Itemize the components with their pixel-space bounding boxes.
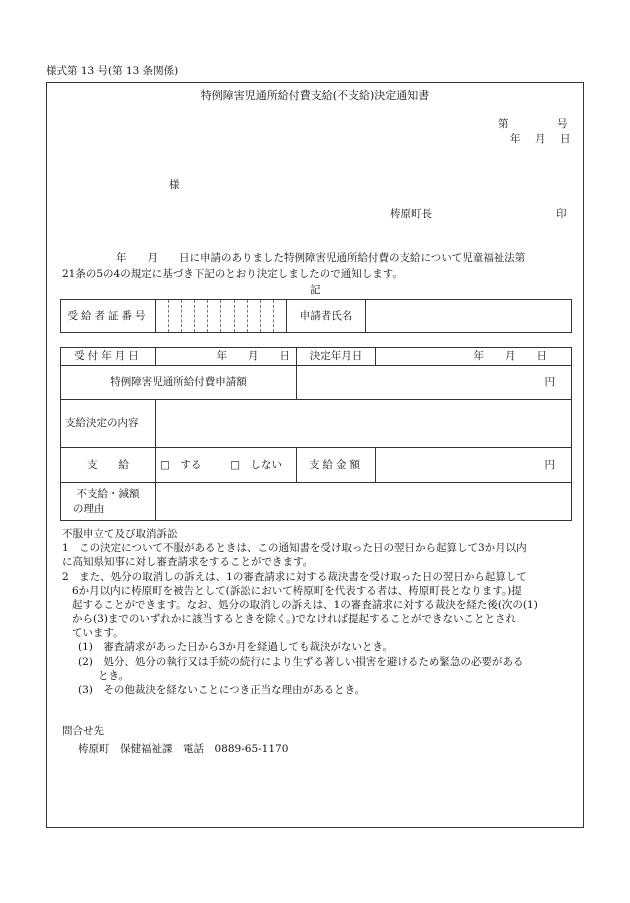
appeal-item-1-line-2: に高知県知事に対し審査請求をすることができます。 (62, 556, 314, 569)
appeal-sub-1: (1) 審査請求があった日から3か月を経過しても裁決がないとき。 (78, 641, 394, 654)
doc-number-suffix: 号 (557, 118, 568, 130)
appeal-item-2-line-5: ています。 (72, 627, 124, 640)
decision-content-field[interactable] (156, 400, 572, 448)
recipient-table (60, 299, 572, 333)
addressee-suffix: 様 (169, 179, 180, 191)
doc-number-prefix: 第 (498, 118, 509, 130)
intro-line-2: 21条の5の4の規定に基づき下記のとおり決定しましたので通知します。 (62, 268, 403, 280)
applicant-name-field[interactable] (366, 300, 572, 333)
payment-option-yes[interactable]: □ する (160, 458, 202, 471)
appeal-sub-3: (3) その他裁決を経ないことにつき正当な理由があるとき。 (78, 683, 366, 696)
issuer-name: 梼原町長 (390, 208, 432, 220)
payment-label: 支 給 (61, 448, 156, 483)
payment-amount-field[interactable]: 円 (376, 448, 572, 483)
appeal-sub-2-line-2: とき。 (98, 669, 130, 682)
contact-detail: 梼原町 保健福祉課 電話 0889-65-1170 (78, 743, 289, 755)
received-date-label: 受付年月日 (61, 348, 156, 366)
ki-heading: 記 (310, 284, 321, 296)
reason-label: 不支給・減額 の理由 (61, 483, 156, 521)
document-title: 特例障害児通所給付費支給(不支給)決定通知書 (200, 89, 430, 102)
payment-options[interactable] (156, 448, 297, 483)
appeal-item-1-line-1: 1 この決定について不服があるときは、この通知書を受け取った日の翌日から起算して3か月以内 (62, 542, 527, 555)
decision-date-label: 決定年月日 (297, 348, 376, 366)
appeal-section (62, 527, 580, 697)
appeal-item-2-line-2: 6か月以内に梼原町を被告として(訴訟において梼原町を代表する者は、梼原町長となります。)提 (72, 584, 522, 597)
decision-table (60, 347, 572, 521)
contact-heading: 問合せ先 (62, 725, 104, 737)
form-label: 様式第 13 号(第 13 条関係) (46, 65, 179, 77)
recipient-number-label: 受給者証番号 (61, 300, 156, 333)
appeal-heading: 不服申立て及び取消訴訟 (62, 528, 178, 540)
appeal-item-2-line-4: から(3)までのいずれかに該当するときを除く。)でなければ提起することができないこととされ (72, 613, 517, 626)
requested-amount-label: 特例障害児通所給付費申請額 (61, 366, 297, 400)
seal-mark: 印 (556, 208, 567, 220)
recipient-number-cells[interactable] (156, 300, 287, 333)
appeal-item-2-line-1: 2 また、処分の取消しの訴えは、1の審査請求に対する裁決書を受け取った日の翌日から起算して (62, 570, 527, 583)
decision-content-label: 支給決定の内容 (61, 400, 156, 448)
received-date-field[interactable]: 年 月 日 (156, 348, 297, 366)
intro-line-1: 年 月 日に申請のありました特例障害児通所給付費の支給について児童福祉法第 (116, 252, 526, 264)
issue-date: 年 月 日 (510, 133, 573, 145)
applicant-name-label: 申請者氏名 (287, 300, 366, 333)
appeal-sub-2-line-1: (2) 処分、処分の執行又は手続の続行により生ずる著しい損害を避けるため緊急の必要がある (78, 655, 524, 668)
appeal-item-2-line-3: 起することができます。なお、処分の取消しの訴えは、1の審査請求に対する裁決を経た後(次の(1) (72, 598, 538, 611)
decision-date-field[interactable]: 年 月 日 (376, 348, 572, 366)
payment-option-no[interactable]: □ しない (230, 458, 283, 471)
reason-field[interactable] (156, 483, 572, 521)
payment-amount-label: 支給金額 (297, 448, 376, 483)
requested-amount-field[interactable]: 円 (297, 366, 572, 400)
